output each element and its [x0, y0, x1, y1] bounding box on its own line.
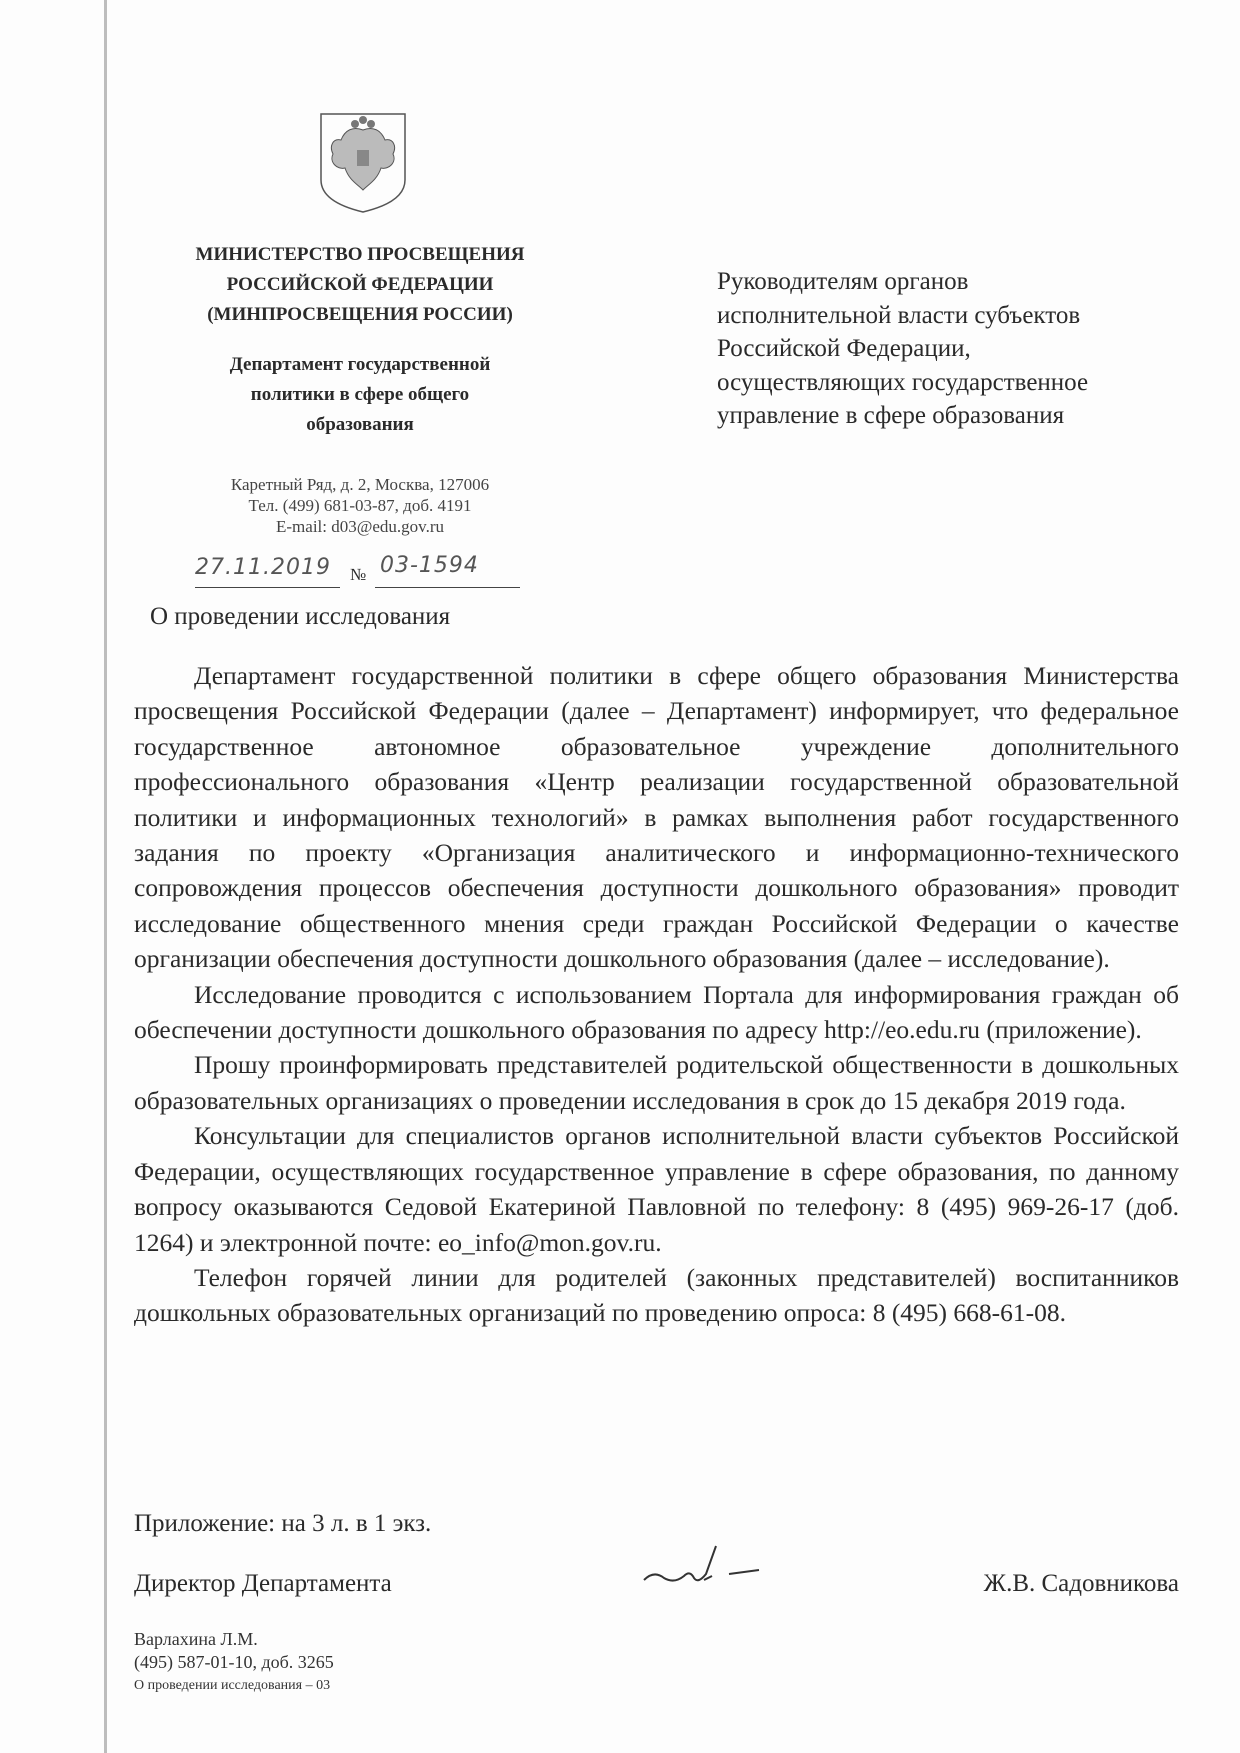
- address-line: Каретный Ряд, д. 2, Москва, 127006: [230, 475, 490, 494]
- addressee-line: Руководителям органов: [717, 268, 969, 295]
- paragraph: Прошу проинформировать представителей родительской общественности в дошкольных образовательных организациях о проведении исследования в срок до 15 декабря 2019 года.: [134, 1050, 1179, 1115]
- paragraph: Исследование проводится с использованием Портала для информирования граждан об обеспечении доступности дошкольного образования по адресу http://eo.edu.ru (приложение).: [134, 979, 1179, 1045]
- attachment-note: Приложение: на 3 л. в 1 экз.: [134, 1510, 432, 1537]
- executor-info: [134, 1628, 334, 1697]
- scan-edge: [104, 0, 107, 1753]
- ministry-line: (МИНПРОСВЕЩЕНИЯ РОССИИ): [207, 304, 513, 325]
- addressee-line: управление в сфере образования: [717, 402, 1065, 429]
- email-line: E-mail: d03@edu.gov.ru: [276, 517, 444, 536]
- signature-block: [134, 1570, 1179, 1598]
- signatory-name: Ж.В. Садовникова: [983, 1570, 1179, 1597]
- signatory-position: Директор Департамента: [134, 1570, 392, 1597]
- paragraph: Консультации для специалистов органов исполнительной власти субъектов Российской Федерации, осуществляющих государственное управление в сфере образования, по данному вопросу оказываются Седовой Екатериной Павловной по телефону: 8 (495) 969-26-17 (доб. 1264) и электронной почте: eo_info@mon.gov.ru.: [134, 1121, 1179, 1257]
- registration-number: 03-1594: [380, 553, 479, 578]
- paragraph: Телефон горячей линии для родителей (законных представителей) воспитанников дошкольных образовательных организаций по проведению опроса: 8 (495) 668-61-08.: [134, 1262, 1179, 1328]
- executor-phone: (495) 587-01-10, доб. 3265: [134, 1652, 334, 1672]
- department-line: политики в сфере общего: [250, 384, 470, 405]
- executor-name: Варлахина Л.М.: [134, 1629, 258, 1649]
- paragraph: Департамент государственной политики в сфере общего образования Министерства просвещения Российской Федерации (далее – Департамент) информирует, что федеральное государственное автономное образовательное учреждение дополнительного профессионального образования «Центр реализации государственной образовательной политики и информационных технологий» в рамках выполнения работ государственного задания по проекту «Организация аналитического и информационно-технического сопровождения процессов обеспечения доступности дошкольного образования» проводит исследование общественного мнения среди граждан Российской Федерации о качестве организации обеспечения доступности дошкольного образования (далее – исследование).: [134, 661, 1179, 974]
- number-label: №: [350, 565, 367, 584]
- addressee-line: осуществляющих государственное: [717, 368, 1089, 396]
- ministry-line: МИНИСТЕРСТВО ПРОСВЕЩЕНИЯ: [195, 244, 525, 265]
- date-underline: [195, 587, 340, 588]
- letter-body: [134, 658, 1179, 1331]
- phone-line: Тел. (499) 681-03-87, доб. 4191: [248, 496, 472, 515]
- registration-date: 27.11.2019: [195, 555, 331, 580]
- department-line: образования: [306, 414, 414, 435]
- ministry-line: РОССИЙСКОЙ ФЕДЕРАЦИИ: [226, 274, 494, 295]
- number-underline: [375, 587, 520, 588]
- handwritten-signature: [634, 1540, 764, 1600]
- subject-line: О проведении исследования: [150, 603, 451, 630]
- coat-of-arms-icon: [315, 110, 411, 214]
- department-line: Департамент государственной: [229, 354, 491, 375]
- file-note: О проведении исследования – 03: [134, 1678, 331, 1693]
- ministry-name: [170, 240, 550, 330]
- sender-address: [170, 474, 550, 537]
- addressee-line: исполнительной власти субъектов: [717, 301, 1081, 329]
- department-name: [170, 350, 550, 440]
- addressee-line: Российской Федерации,: [717, 335, 971, 362]
- addressee: [717, 265, 1177, 433]
